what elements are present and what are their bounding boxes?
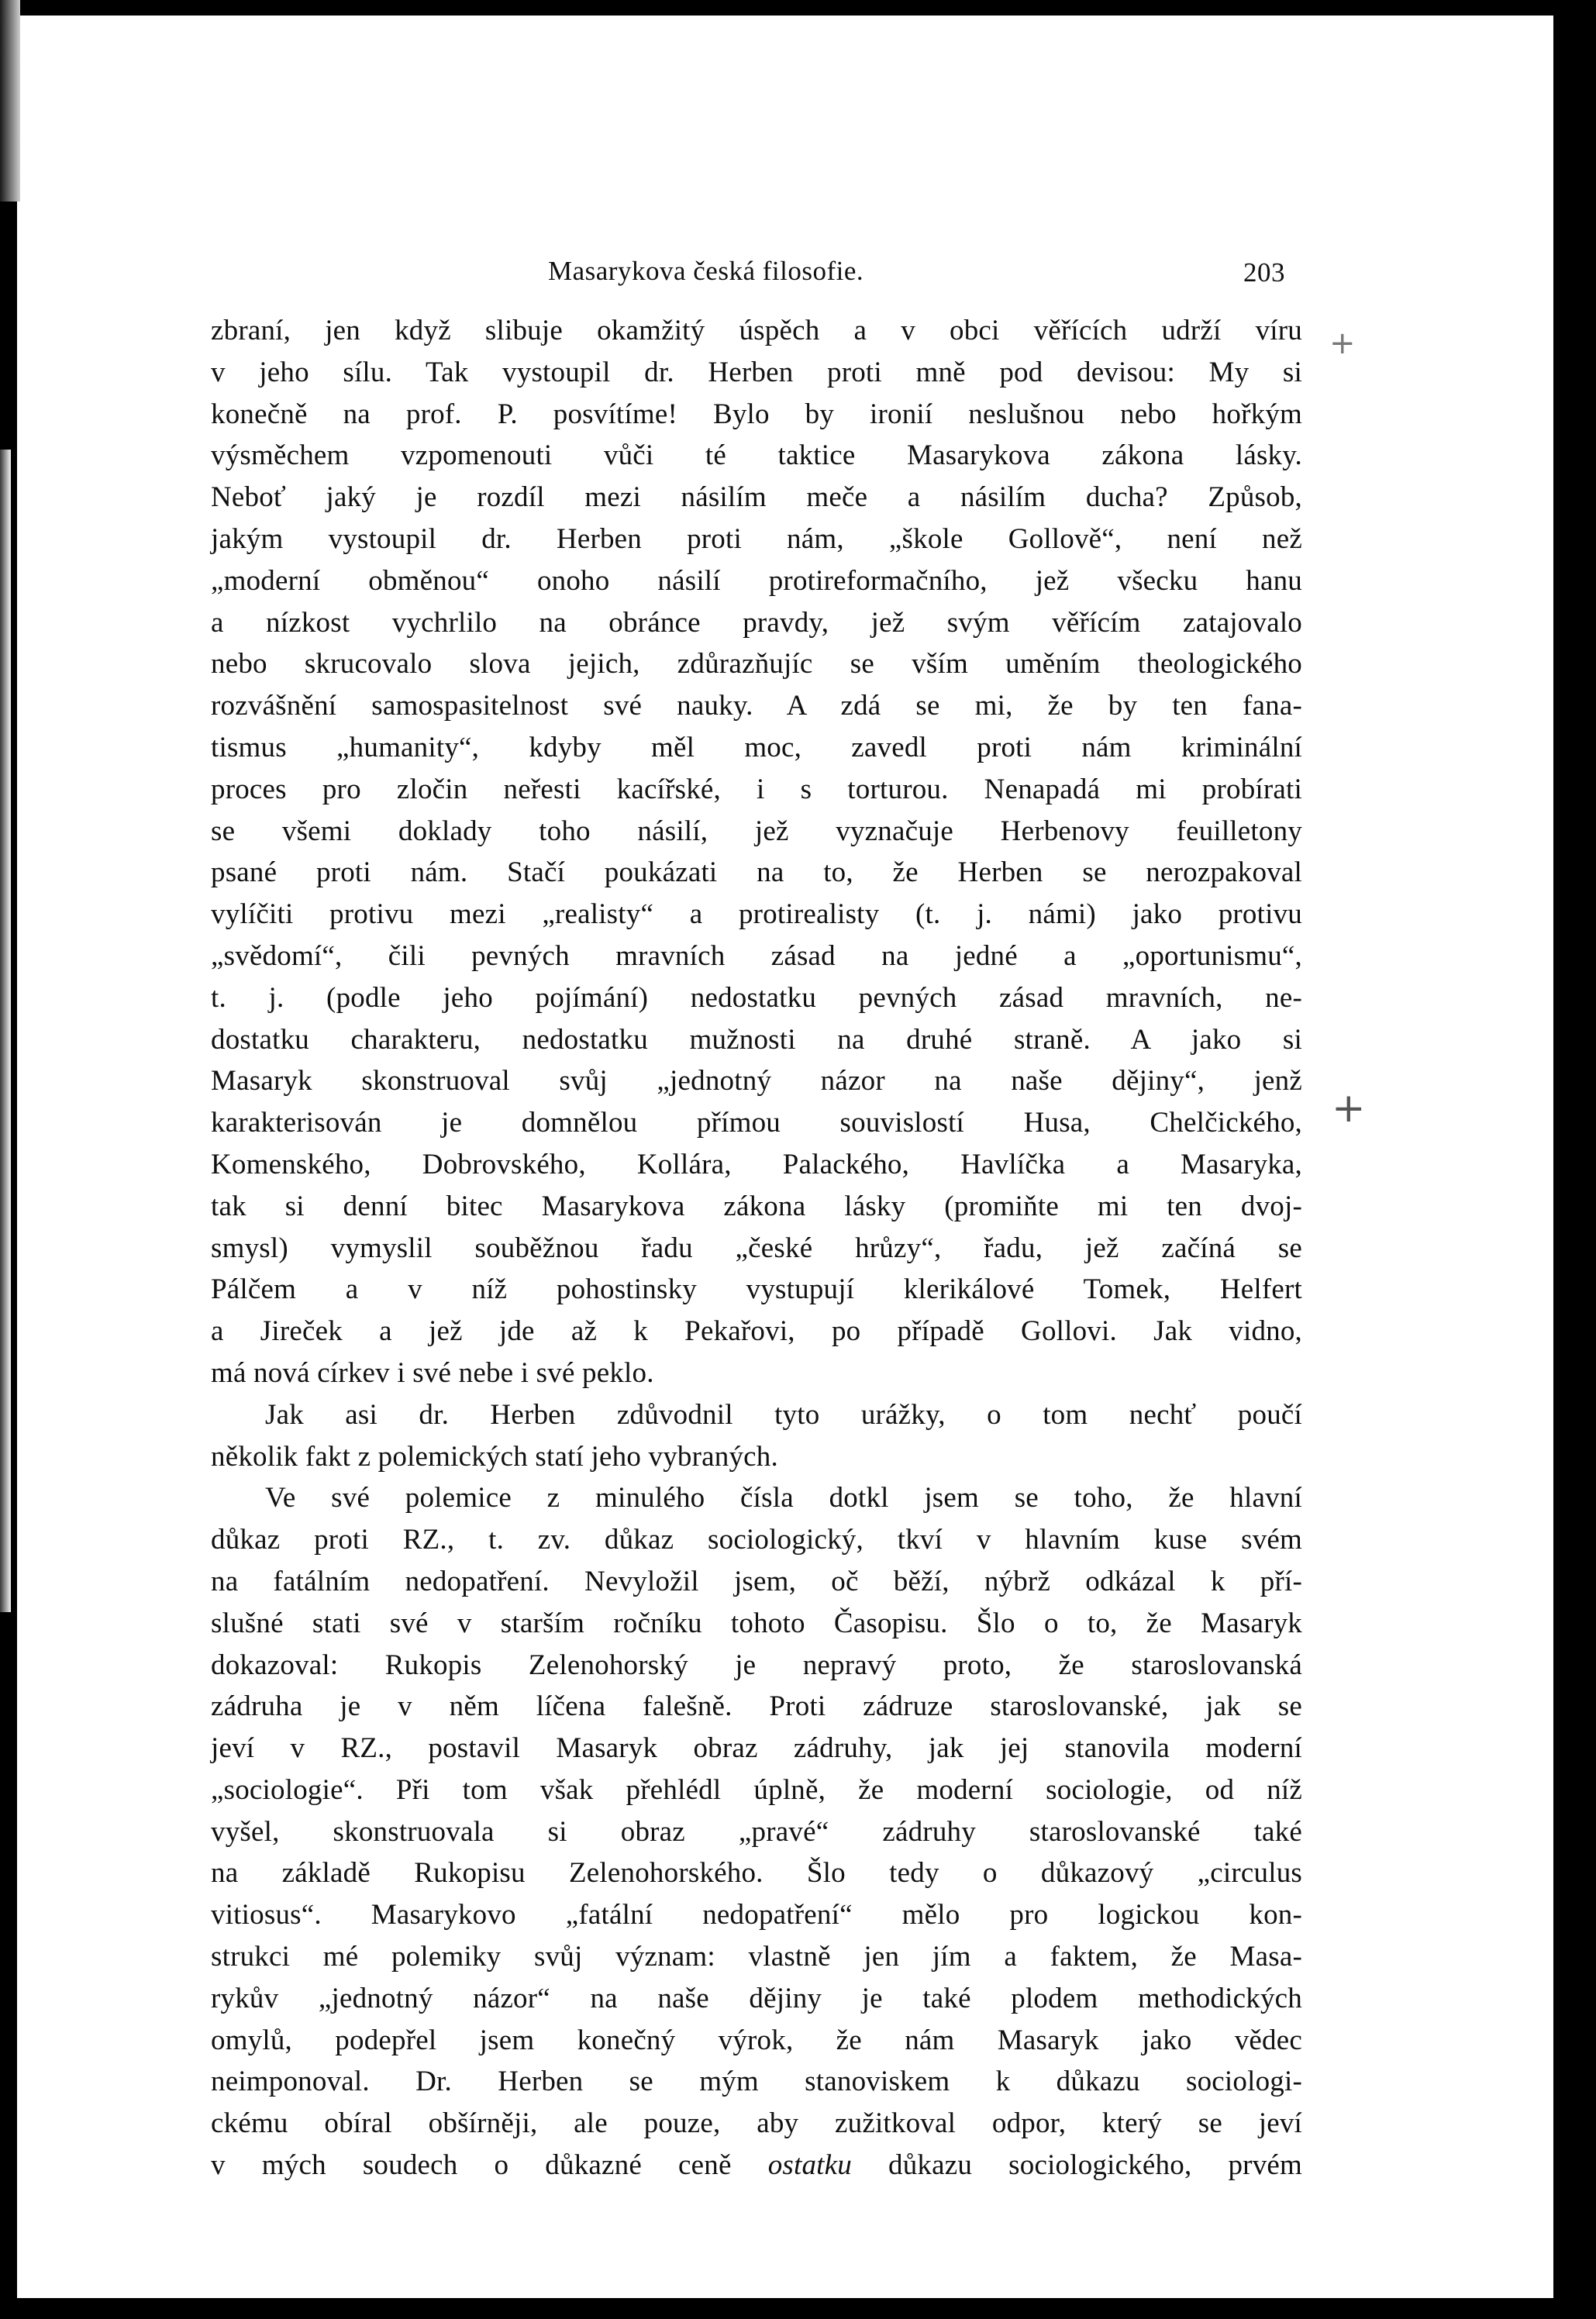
text-line: vylíčiti protivu mezi „realisty“ a protirealisty (t. j. námi) jako protivu xyxy=(211,898,1302,931)
text-line: dokazoval: Rukopis Zelenohorský je nepravý proto, že staroslovanská xyxy=(211,1649,1302,1681)
text-line: důkaz proti RZ., t. zv. důkaz sociologický, tkví v hlavním kuse svém xyxy=(211,1524,1302,1556)
text-line: „moderní obměnou“ onoho násilí protireformačního, jež všecku hanu xyxy=(211,564,1302,597)
text-fragment: v mých soudech o důkazné ceně xyxy=(211,2149,768,2182)
text-line: psané proti nám. Stačí poukázati na to, že Herben se nerozpakoval xyxy=(211,856,1302,889)
text-line: vitiosus“. Masarykovo „fatální nedopatření“ mělo pro logickou kon- xyxy=(211,1899,1302,1931)
text-line: vyšel, skonstruovala si obraz „pravé“ zádruhy staroslovanské také xyxy=(211,1815,1302,1848)
text-line: na základě Rukopisu Zelenohorského. Šlo tedy o důkazový „circulus xyxy=(211,1857,1302,1890)
text-line: na fatálním nedopatření. Nevyložil jsem, oč běží, nýbrž odkázal k pří- xyxy=(211,1565,1302,1597)
text-line: Neboť jaký je rozdíl mezi násilím meče a násilím ducha? Způsob, xyxy=(211,481,1302,514)
text-line: ckému obíral obšírněji, ale pouze, aby zužitkoval odpor, který se jeví xyxy=(211,2107,1302,2140)
binding-shadow xyxy=(0,0,20,202)
text-line: tismus „humanity“, kdyby měl moc, zavedl proti nám kriminální xyxy=(211,731,1302,763)
text-line: zádruha je v něm líčena falešně. Proti zádruze staroslovanské, jak se xyxy=(211,1690,1302,1723)
text-line: a Jireček a jež jde až k Pekařovi, po případě Gollovi. Jak vidno, xyxy=(211,1315,1302,1348)
text-line: dostatku charakteru, nedostatku mužnosti na druhé straně. A jako si xyxy=(211,1023,1302,1056)
margin-cross-mark: + xyxy=(1329,326,1356,361)
text-line: rozvášnění samospasitelnost své nauky. A zdá se mi, že by ten fana- xyxy=(211,690,1302,722)
text-line: Masaryk skonstruoval svůj „jednotný názor na naše dějiny“, jenž xyxy=(211,1065,1302,1097)
emphasized-word: ostatku xyxy=(767,2149,852,2182)
binding-shadow-lower xyxy=(0,450,11,1612)
text-line: karakterisován je domnělou přímou souvislostí Husa, Chelčického, xyxy=(211,1107,1302,1139)
text-line: strukci mé polemiky svůj význam: vlastně jen jím a faktem, že Masa- xyxy=(211,1941,1302,1973)
text-line: slušné stati své v starším ročníku tohoto Časopisu. Šlo o to, že Masaryk xyxy=(211,1607,1302,1639)
text-line: neimponoval. Dr. Herben se mým stanoviskem k důkazu sociologi- xyxy=(211,2066,1302,2098)
text-line: zbraní, jen když slibuje okamžitý úspěch a v obci věřících udrží víru xyxy=(211,315,1302,346)
text-line: jakým vystoupil dr. Herben proti nám, „škole Gollově“, není než xyxy=(211,522,1302,555)
paragraph xyxy=(211,310,1302,1394)
margin-cross-mark: + xyxy=(1332,1085,1366,1132)
text-line: Ve své polemice z minulého čísla dotkl jsem se toho, že hlavní xyxy=(265,1482,1302,1514)
text-line: „svědomí“, čili pevných mravních zásad na jedné a „oportunismu“, xyxy=(211,939,1302,972)
paragraph xyxy=(211,1477,1302,2186)
text-line: konečně na prof. P. posvítíme! Bylo by ironií neslušnou nebo hořkým xyxy=(211,398,1302,430)
text-line: několik fakt z polemických statí jeho vybraných. xyxy=(211,1440,778,1473)
text-line: nebo skrucovalo slova jejich, zdůrazňujíc se vším uměním theologického xyxy=(211,648,1302,681)
paragraph xyxy=(211,1394,1302,1478)
text-line: a nízkost vychrlilo na obránce pravdy, jež svým věřícím zatajovalo xyxy=(211,606,1302,639)
running-header xyxy=(211,256,1302,302)
body-text xyxy=(211,310,1302,2186)
page-number: 203 xyxy=(1243,257,1285,288)
text-line: Pálčem a v níž pohostinsky vystupují klerikálové Tomek, Helfert xyxy=(211,1273,1302,1306)
book-page xyxy=(211,256,1302,2186)
text-line: výsměchem vzpomenouti vůči té taktice Masarykova zákona lásky. xyxy=(211,439,1302,472)
text-fragment: důkazu sociologického, prvém xyxy=(851,2149,1302,2182)
text-line: jeví v RZ., postavil Masaryk obraz zádruhy, jak jej stanovila moderní xyxy=(211,1732,1302,1765)
running-title: Masarykova česká filosofie. xyxy=(548,256,864,286)
text-line: omylů, podepřel jsem konečný výrok, že nám Masaryk jako vědec xyxy=(211,2024,1302,2056)
text-line: proces pro zločin neřesti kacířské, i s torturou. Nenapadá mi probírati xyxy=(211,773,1302,805)
text-line: v jeho sílu. Tak vystoupil dr. Herben proti mně pod devisou: My si xyxy=(211,356,1302,388)
text-line: t. j. (podle jeho pojímání) nedostatku pevných zásad mravních, ne- xyxy=(211,981,1302,1014)
text-line: Jak asi dr. Herben zdůvodnil tyto urážky, o tom nechť poučí xyxy=(265,1398,1302,1431)
text-line: „sociologie“. Při tom však přehlédl úplně, že moderní sociologie, od níž xyxy=(211,1773,1302,1806)
text-line: se všemi doklady toho násilí, jež vyznačuje Herbenovy feuilletony xyxy=(211,815,1302,847)
text-line: má nová církev i své nebe i své peklo. xyxy=(211,1356,654,1389)
text-line xyxy=(211,2145,1302,2186)
text-line: tak si denní bitec Masarykova zákona lásky (promiňte mi ten dvoj- xyxy=(211,1190,1302,1222)
text-line: smysl) vymyslil souběžnou řadu „české hrůzy“, řadu, jež začíná se xyxy=(211,1232,1302,1264)
text-line: Komenského, Dobrovského, Kollára, Palackého, Havlíčka a Masaryka, xyxy=(211,1148,1302,1180)
text-line: rykův „jednotný názor“ na naše dějiny je také plodem methodických xyxy=(211,1982,1302,2014)
